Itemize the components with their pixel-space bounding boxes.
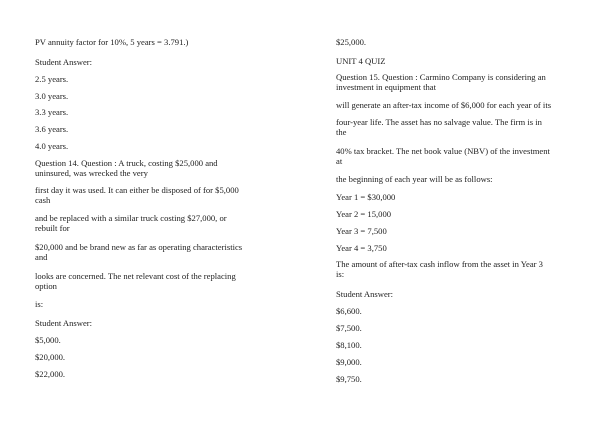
student-answer-label: Student Answer: bbox=[35, 318, 93, 328]
question-15-text: the bbox=[336, 127, 347, 137]
question-15-text: is: bbox=[336, 269, 345, 279]
question-15-text: investment in equipment that bbox=[336, 82, 437, 92]
question-15-text: 40% tax bracket. The net book value (NBV) of the investment bbox=[336, 146, 550, 156]
answer-option: 2.5 years. bbox=[35, 74, 69, 84]
question-14-text: option bbox=[35, 281, 57, 291]
question-14-text: cash bbox=[35, 195, 51, 205]
answer-option: 3.0 years. bbox=[35, 91, 69, 101]
answer-option: 3.3 years. bbox=[35, 107, 69, 117]
question-15-text: at bbox=[336, 156, 343, 166]
nbv-year-line: Year 2 = 15,000 bbox=[336, 209, 392, 219]
question-14-text: looks are concerned. The net relevant cost of the replacing bbox=[35, 271, 236, 281]
answer-option: 3.6 years. bbox=[35, 124, 69, 134]
nbv-year-line: Year 1 = $30,000 bbox=[336, 192, 396, 202]
answer-option: $6,600. bbox=[336, 306, 362, 316]
question-15-text: Question 15. Question : Carmino Company is considering an bbox=[336, 72, 546, 82]
question-14-text: is: bbox=[35, 299, 44, 309]
answer-option: $9,000. bbox=[336, 357, 362, 367]
answer-option: $22,000. bbox=[35, 369, 66, 379]
question-14-text: Question 14. Question : A truck, costing $25,000 and bbox=[35, 158, 218, 168]
question-15-text: will generate an after-tax income of $6,000 for each year of its bbox=[336, 100, 552, 110]
answer-option: $7,500. bbox=[336, 323, 362, 333]
question-14-text: uninsured, was wrecked the very bbox=[35, 168, 148, 178]
student-answer-label: Student Answer: bbox=[336, 289, 394, 299]
answer-option: $5,000. bbox=[35, 335, 61, 345]
question-14-text: first day it was used. It can either be disposed of for $5,000 bbox=[35, 185, 239, 195]
nbv-year-line: Year 3 = 7,500 bbox=[336, 226, 387, 236]
answer-option: $25,000. bbox=[336, 37, 367, 47]
question-15-text: the beginning of each year will be as follows: bbox=[336, 174, 493, 184]
pv-annuity-factor-line: PV annuity factor for 10%, 5 years = 3.791.) bbox=[35, 37, 189, 47]
question-15-text: four-year life. The asset has no salvage value. The firm is in bbox=[336, 117, 542, 127]
student-answer-label: Student Answer: bbox=[35, 57, 93, 67]
nbv-year-line: Year 4 = 3,750 bbox=[336, 243, 387, 253]
question-15-text: The amount of after-tax cash inflow from the asset in Year 3 bbox=[336, 259, 543, 269]
answer-option: $20,000. bbox=[35, 352, 66, 362]
answer-option: $8,100. bbox=[336, 340, 362, 350]
question-14-text: and bbox=[35, 252, 48, 262]
question-14-text: and be replaced with a similar truck costing $27,000, or bbox=[35, 213, 227, 223]
answer-option: $9,750. bbox=[336, 374, 362, 384]
question-14-text: $20,000 and be brand new as far as operating characteristics bbox=[35, 242, 243, 252]
unit-heading: UNIT 4 QUIZ bbox=[336, 56, 386, 66]
question-14-text: rebuilt for bbox=[35, 223, 70, 233]
answer-option: 4.0 years. bbox=[35, 141, 69, 151]
